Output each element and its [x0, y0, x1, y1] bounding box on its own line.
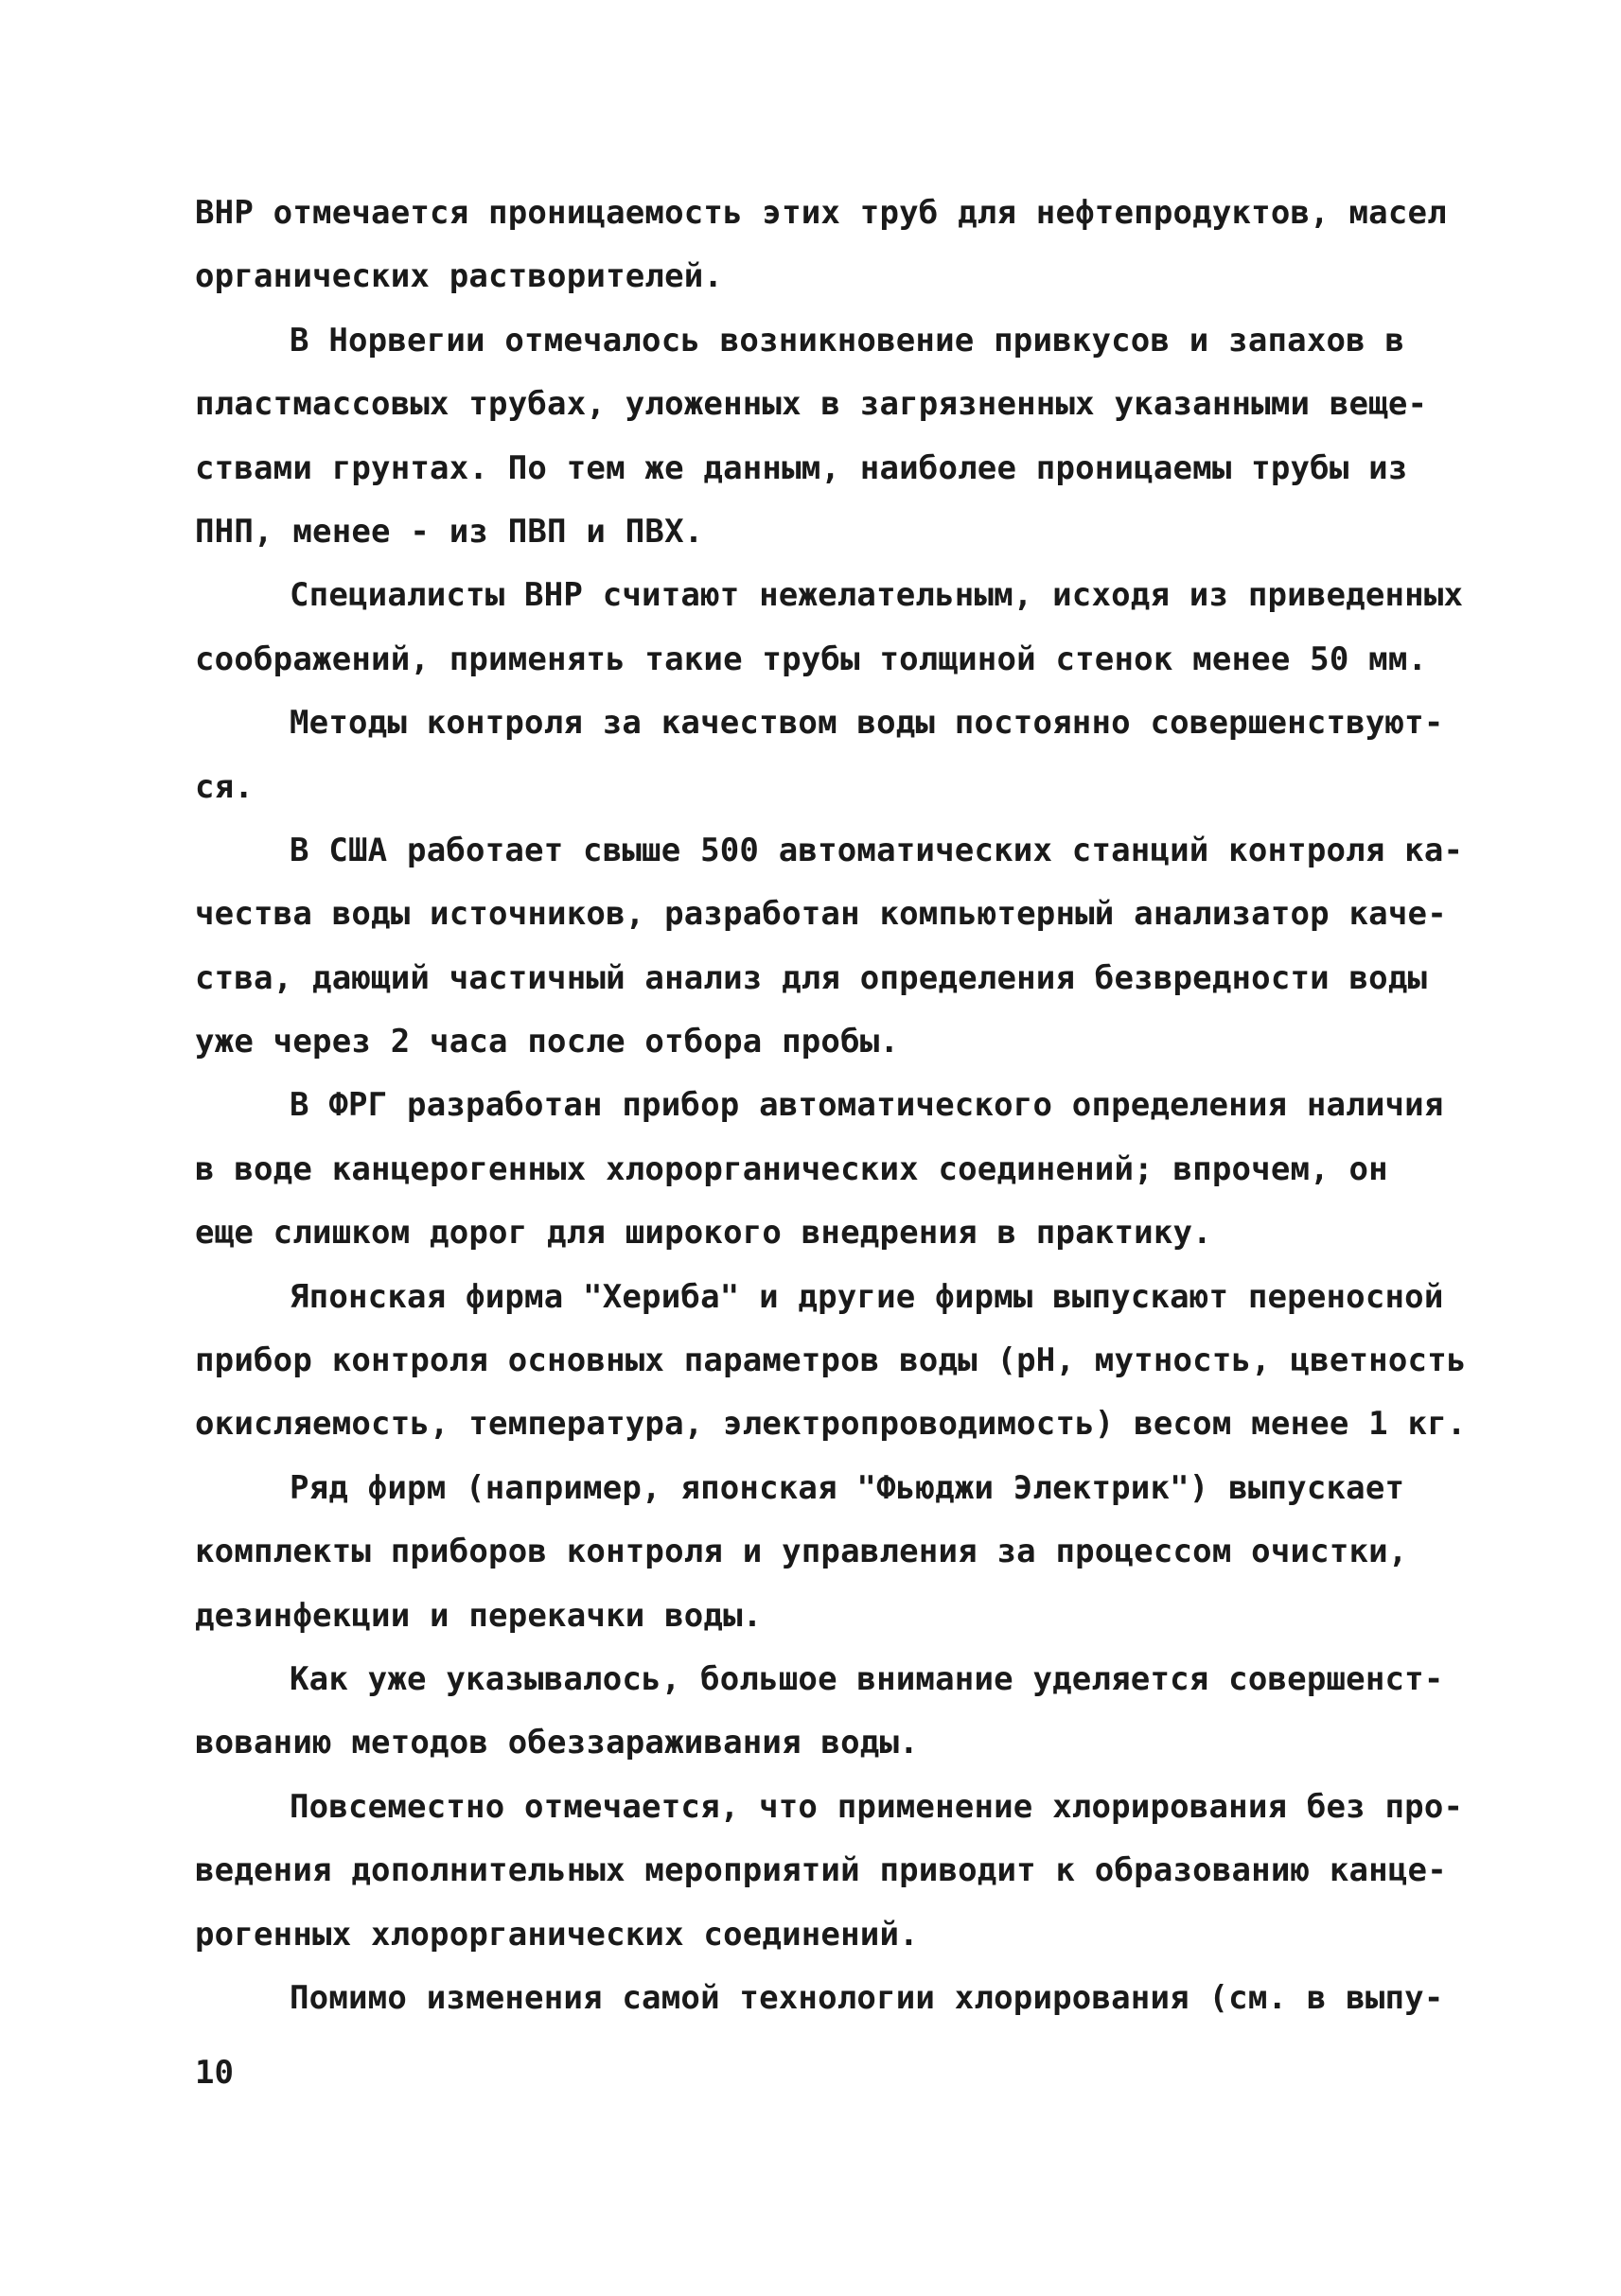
text-line: ся. — [195, 767, 255, 806]
text-line: в воде канцерогенных хлорорганических соединений; впрочем, он — [195, 1149, 1388, 1188]
text-line: ведения дополнительных мероприятий приводит к образованию канце- — [195, 1851, 1447, 1890]
paragraph-start: В Норвегии отмечалось возникновение привкусов и запахов в — [290, 321, 1405, 359]
paragraph-start: Японская фирма "Хериба" и другие фирмы выпускают переносной — [290, 1277, 1444, 1316]
page-number: 10 — [195, 2054, 234, 2092]
paragraph-start: Специалисты ВНР считают нежелательным, исходя из приведенных — [290, 576, 1464, 615]
paragraph-start: Методы контроля за качеством воды постоянно совершенствуют- — [290, 704, 1444, 743]
text-line: дезинфекции и перекачки воды. — [195, 1596, 763, 1635]
text-line: прибор контроля основных параметров воды (рН, мутность, цветность — [195, 1341, 1467, 1380]
paragraph-start: В США работает свыше 500 автоматических станций контроля ка- — [290, 831, 1464, 869]
text-line: окисляемость, температура, электропроводимость) весом менее 1 кг. — [195, 1405, 1467, 1444]
text-line: ствами грунтах. По тем же данным, наиболее проницаемы трубы из — [195, 448, 1408, 487]
body-text — [195, 182, 1467, 2030]
text-line: комплекты приборов контроля и управления за процессом очистки, — [195, 1533, 1408, 1571]
text-line: вованию методов обеззараживания воды. — [195, 1724, 919, 1762]
paragraph-start: Как уже указывалось, большое внимание уделяется совершенст- — [290, 1659, 1444, 1698]
text-line: еще слишком дорог для широкого внедрения в практику. — [195, 1214, 1212, 1253]
text-line: чества воды источников, разработан компьютерный анализатор каче- — [195, 895, 1447, 934]
text-line: соображений, применять такие трубы толщиной стенок менее 50 мм. — [195, 640, 1428, 678]
text-line: уже через 2 часа после отбора пробы. — [195, 1023, 900, 1061]
text-line: ВНР отмечается проницаемость этих труб для нефтепродуктов, масел — [195, 194, 1447, 232]
text-line: рогенных хлорорганических соединений. — [195, 1915, 919, 1954]
paragraph-start: Помимо изменения самой технологии хлорирования (см. в выпу- — [290, 1978, 1444, 2017]
paragraph-start: В ФРГ разработан прибор автоматического определения наличия — [290, 1086, 1444, 1125]
text-line: органических растворителей. — [195, 257, 724, 296]
text-line: ПНП, менее - из ПВП и ПВХ. — [195, 512, 704, 551]
text-line: ства, дающий частичный анализ для определения безвредности воды — [195, 958, 1428, 997]
text-line: пластмассовых трубах, уложенных в загрязненных указанными веще- — [195, 385, 1428, 424]
paragraph-start: Ряд фирм (например, японская "Фьюджи Электрик") выпускает — [290, 1468, 1405, 1507]
paragraph-start: Повсеместно отмечается, что применение хлорирования без про- — [290, 1787, 1464, 1826]
